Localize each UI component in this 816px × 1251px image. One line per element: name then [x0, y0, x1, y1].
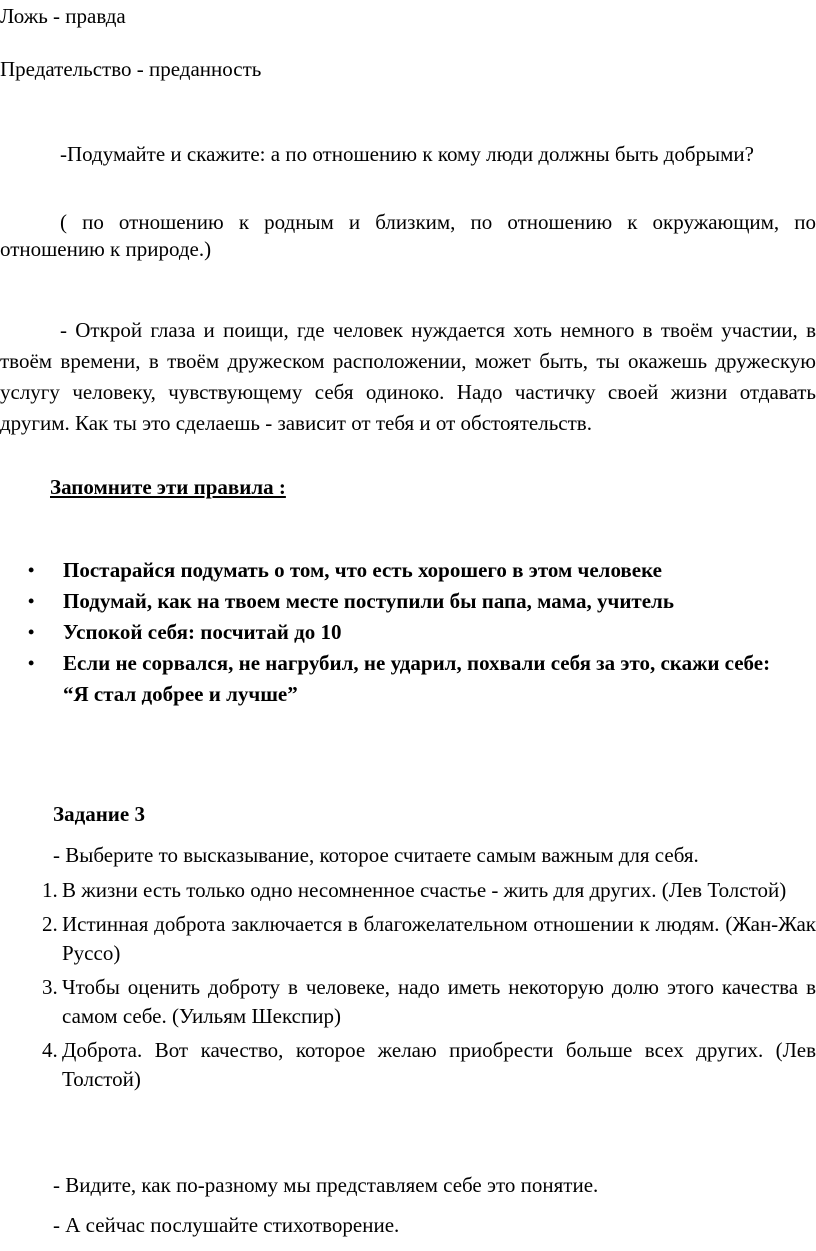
- rules-list: [0, 555, 816, 710]
- paragraph-relatives: ( по отношению к родным и близким, по отношению к окружающим, по отношению к природе.): [0, 210, 816, 262]
- paragraph-open-eyes: - Открой глаза и поищи, где человек нуждается хоть немного в твоём участии, в твоём времени, в твоём дружеском расположении, может быть, ты окажешь дружескую услугу человеку, чувствующему себя одиноко. Надо частичку своей жизни отдавать другим. Как ты это сделаешь - зависит от тебя и от обстоятельств.: [0, 318, 816, 435]
- quote-number: 2.: [42, 912, 58, 936]
- rules-heading: Запомните эти правила :: [50, 475, 286, 499]
- quote-text: Чтобы оценить доброту в человеке, надо иметь некоторую долю этого качества в самом себе. (Уильям Шекспир): [62, 975, 816, 1028]
- quote-item: [0, 973, 816, 1031]
- rule-item: • Постарайся подумать о том, что есть хорошего в этом человеке: [0, 555, 816, 586]
- rule-item: • Успокой себя: посчитай до 10: [0, 617, 816, 648]
- quote-text: Доброта. Вот качество, которое желаю приобрести больше всех других. (Лев Толстой): [62, 1038, 816, 1091]
- quotes-list: [0, 876, 816, 1099]
- rule-item: • Подумай, как на твоем месте поступили бы папа, мама, учитель: [0, 586, 816, 617]
- line-betrayal: Предательство - преданность: [0, 57, 262, 81]
- quote-number: 4.: [42, 1038, 58, 1062]
- rule-item: • Если не сорвался, не нагрубил, не ударил, похвали себя за это, скажи себе: “Я стал добрее и лучше”: [0, 648, 783, 710]
- closing-listen: - А сейчас послушайте стихотворение.: [53, 1213, 400, 1237]
- task3-instruction: - Выберите то высказывание, которое считаете самым важным для себя.: [53, 843, 699, 867]
- quote-item: [0, 910, 816, 968]
- quote-number: 1.: [42, 878, 58, 902]
- closing-see: - Видите, как по-разному мы представляем себе это понятие.: [53, 1173, 599, 1197]
- quote-item: [0, 1036, 816, 1094]
- paragraph-think-say: -Подумайте и скажите: а по отношению к кому люди должны быть добрыми?: [60, 142, 754, 166]
- task3-title: Задание 3: [53, 802, 145, 826]
- quote-text: Истинная доброта заключается в благожелательном отношении к людям. (Жан-Жак Руссо): [62, 912, 816, 965]
- quote-number: 3.: [42, 975, 58, 999]
- quote-item: [0, 876, 816, 905]
- quote-text: В жизни есть только одно несомненное счастье - жить для других. (Лев Толстой): [62, 878, 787, 902]
- line-lie-truth: Ложь - правда: [0, 4, 126, 28]
